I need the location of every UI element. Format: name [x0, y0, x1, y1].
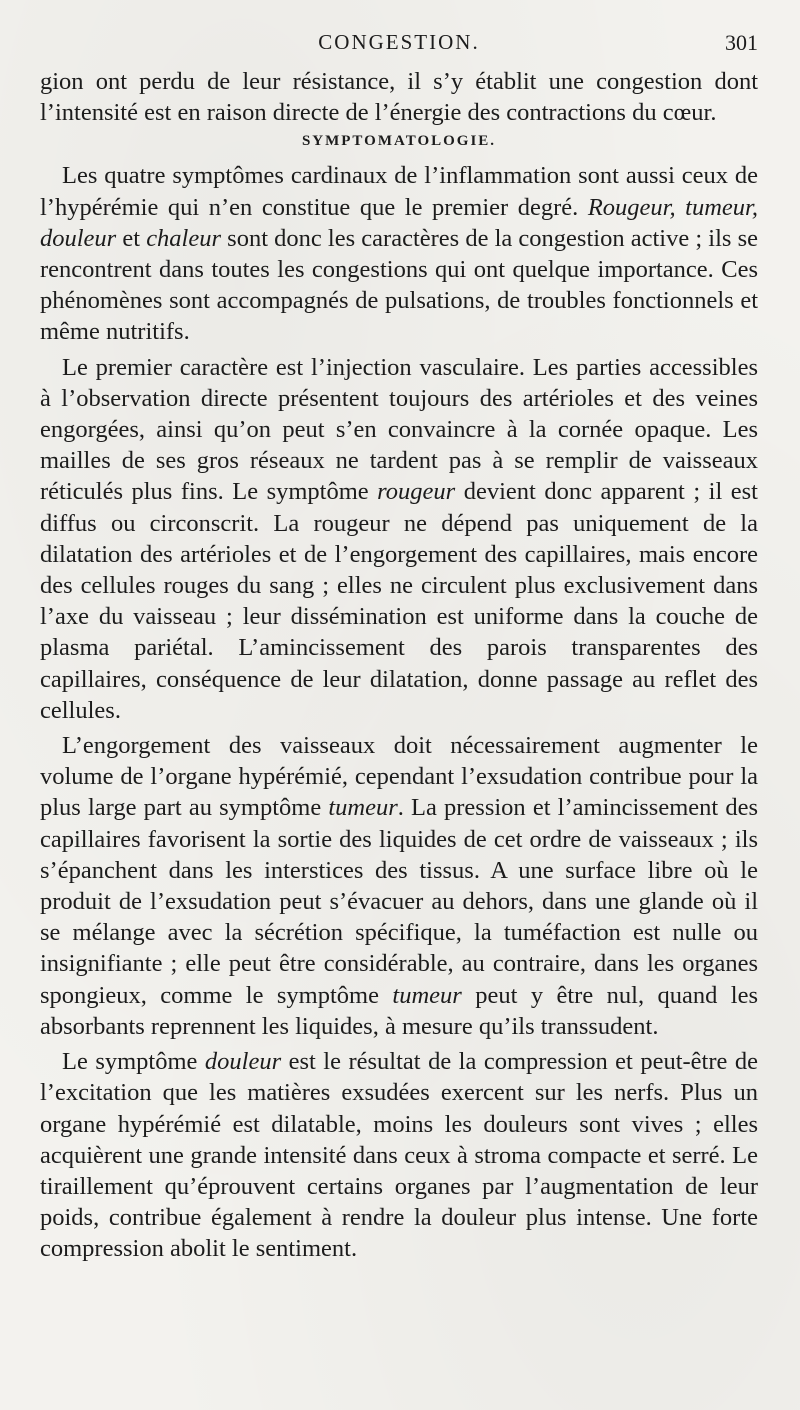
paragraph-cardinal-symptoms: [40, 160, 758, 347]
paragraph-text: Le symptôme: [62, 1048, 205, 1076]
paragraph-tumeur: [40, 730, 758, 1042]
italic-term: tumeur: [392, 981, 462, 1009]
paragraph-rougeur: [40, 352, 758, 726]
paragraph-text: et: [116, 224, 147, 252]
paragraph-text: . La pression et l’amincissement des capillaires favorisent la sortie des liquides de cet ordre de vaisseaux ; ils s’épanchent dans les interstices des tissus. A une surface libre où le produit de l’exsudation peut s’évacuer au dehors, dans une glande où il se mélange avec la sécrétion spécifique, la tuméfaction est nulle ou insignifiante ; elle peut être considérable, au contraire, dans les organes spongieux, comme le symptôme: [40, 794, 759, 1009]
paragraph-text: Le premier caractère est l’injection vasculaire. Les parties accessibles à l’observation directe présentent toujours des artérioles et des veines engorgées, ainsi qu’on peut s’en convaincre à la cornée opaque. Les mailles de ses gros réseaux ne tardent pas à se remplir de vaisseaux réticulés plus fins. Le symptôme: [40, 353, 758, 506]
body-text: [40, 66, 758, 1265]
paragraph-text: est le résultat de la compression et peut-être de l’excitation que les matières exsudées exercent sur les nerfs. Plus un organe hypérémié est dilatable, moins les douleurs sont vives ; elles acquièrent une grande intensité dans ceux à stroma compacte et serré. Le tiraillement qu’éprouvent certains organes par l’augmentation de leur poids, contribue également à rendre la douleur plus intense. Une forte compression abolit le sentiment.: [40, 1048, 759, 1263]
italic-term: tumeur: [328, 794, 398, 822]
paragraph-text: gion ont perdu de leur résistance, il s’y établit une congestion dont l’intensité est en raison directe de l’énergie des contractions du cœur.: [40, 68, 758, 127]
running-title: CONGESTION.: [318, 30, 480, 54]
page-number: 301: [725, 30, 758, 55]
italic-term: rougeur: [377, 478, 456, 506]
italic-term: Rougeur, tumeur, douleur: [40, 193, 758, 252]
paragraph-continuation: [40, 66, 758, 128]
paragraph-text: sont donc les caractères de la congestion active ; ils se rencontrent dans toutes les congestions qui ont quelque importance. Ces phénomènes sont accompagnés de pulsations, de troubles fonctionnels et même nutritifs.: [40, 224, 758, 346]
paragraph-text: Les quatre symptômes cardinaux de l’inflammation sont aussi ceux de l’hypérémie qui n’en constitue que le premier degré.: [40, 162, 758, 221]
paragraph-douleur: [40, 1046, 758, 1264]
italic-term: douleur: [204, 1048, 282, 1076]
italic-term: chaleur: [146, 224, 222, 252]
paragraph-text: devient donc apparent ; il est diffus ou circonscrit. La rougeur ne dépend pas uniquement de la dilatation des artérioles et de l’engorgement des capillaires, mais encore des cellules rouges du sang ; elles ne circulent plus exclusivement dans l’axe du vaisseau ; leur dissémination est uniforme dans la couche de plasma pariétal. L’amincissement des parois transparentes des capillaires, conséquence de leur dilatation, donne passage au reflet des cellules.: [40, 478, 758, 724]
running-head: [40, 26, 758, 66]
section-heading: SYMPTOMATOLOGIE.: [301, 133, 497, 150]
paragraph-text: peut y être nul, quand les absorbants reprennent les liquides, à mesure qu’ils transsudent.: [40, 981, 758, 1040]
paragraph-text: L’engorgement des vaisseaux doit nécessairement augmenter le volume de l’organe hypérémié, cependant l’exsudation contribue pour la plus large part au symptôme: [40, 732, 758, 822]
